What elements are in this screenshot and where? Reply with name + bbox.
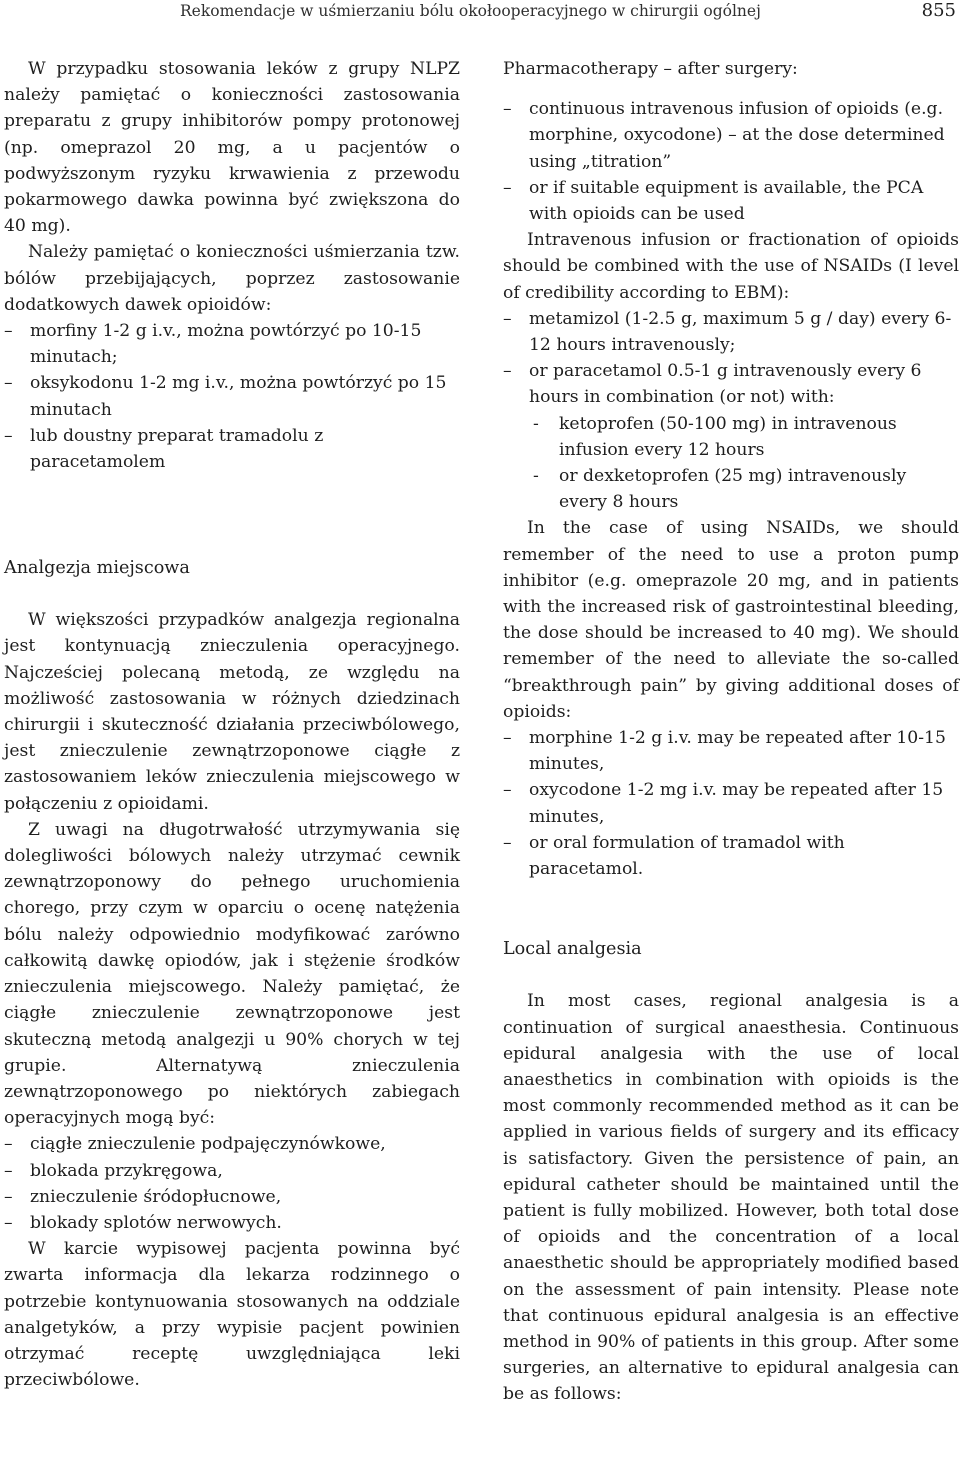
opioid-dose-list-pl (4, 318, 460, 475)
paragraph-breakthrough-pain-pl: Należy pamiętać o konieczności uśmierzania tzw. bólów przebijających, poprzez zastosowanie dodatkowych dawek opioidów: (4, 242, 460, 315)
list-item: – morphine 1-2 g i.v. may be repeated after 10-15 minutes, (503, 725, 959, 777)
list-item: – or if suitable equipment is available, the PCA with opioids can be used (503, 175, 959, 227)
list-item: – blokady splotów nerwowych. (4, 1210, 460, 1236)
polish-column (4, 56, 460, 1393)
opioid-dose-list-en (503, 725, 959, 882)
list-item: – metamizol (1-2.5 g, maximum 5 g / day) every 6-12 hours intravenously; (503, 306, 959, 358)
paragraph-ppi-breakthrough-en: In the case of using NSAIDs, we should remember of the need to use a proton pump inhibitor (e.g. omeprazole 20 mg, and in patients with the increased risk of gastrointestinal bleeding, the dose should be increased to 40 mg). We should remember of the need to alleviate the so-called “breakthrough pain” by giving additional doses of opioids: (503, 518, 959, 722)
paragraph-nsaid-combination-en: Intravenous infusion or fractionation of opioids should be combined with the use of NSAIDs (I level of credibility according to EBM): (503, 230, 959, 303)
list-item: – morfiny 1-2 g i.v., można powtórzyć po 10-15 minutach; (4, 318, 460, 370)
nsaid-list-en (503, 306, 959, 411)
list-item: - ketoprofen (50-100 mg) in intravenous infusion every 12 hours (529, 411, 959, 463)
list-item: – or paracetamol 0.5-1 g intravenously every 6 hours in combination (or not) with: (503, 358, 959, 410)
running-header (0, 0, 960, 30)
paragraph-regional-analgesia-pl: W większości przypadków analgezja regionalna jest kontynuacją znieczulenia operacyjnego. Najcześciej polecaną metodą, ze względu na możliwość zastosowania w różnych dziedzinach chirurgii i skuteczność działania przeciwbólowego, jest znieczulenie zewnątrzoponowe ciągłe z zastosowaniem leków znieczulenia miejscowego w połączeniu z opioidami. (4, 610, 460, 814)
section-heading-local-analgesia-pl: Analgezja miejscowa (4, 558, 190, 579)
nsaid-sublist-en (503, 411, 959, 516)
list-item: – znieczulenie śródopłucnowe, (4, 1184, 460, 1210)
pharmacotherapy-heading: Pharmacotherapy – after surgery: (503, 59, 798, 79)
page-number: 855 (921, 0, 956, 21)
list-item: – blokada przykręgowa, (4, 1158, 460, 1184)
paragraph-discharge-pl: W karcie wypisowej pacjenta powinna być zwarta informacja dla lekarza rodzinnego o potrzebie kontynuowania stosowanych na oddziale analgetyków, a przy wypisie pacjent powinien otrzymać receptę uwzględniająca leki przeciwbólowe. (4, 1239, 460, 1391)
section-heading-local-analgesia-en: Local analgesia (503, 939, 642, 960)
list-item: – lub doustny preparat tramadolu z paracetamolem (4, 423, 460, 475)
list-item: - or dexketoprofen (25 mg) intravenously every 8 hours (529, 463, 959, 515)
paragraph-nsaid-ppi-pl: W przypadku stosowania leków z grupy NLPZ należy pamiętać o konieczności zastosowania preparatu z grupy inhibitorów pompy protonowej (np. omeprazol 20 mg, a u pacjentów o podwyższonym ryzyku krwawienia z przewodu pokarmowego dawka powinna być zwiększona do 40 mg). (4, 59, 460, 237)
paragraph-regional-analgesia-en: In most cases, regional analgesia is a continuation of surgical anaesthesia. Continuous epidural analgesia with the use of local anaesthetics in combination with opioids is the most commonly recommended method as it can be applied in various fields of surgery and its efficacy is satisfactory. Given the persistence of pain, an epidural catheter should be maintained until the patient is fully mobilized. However, both total dose of opioids and the concentration of a local anaesthetic should be appropriately modified based on the assessment of pain intensity. Please note that continuous epidural analgesia is an effective method in 90% of patients in this group. After some surgeries, an alternative to epidural analgesia can be as follows: (503, 991, 959, 1405)
list-item: – continuous intravenous infusion of opioids (e.g. morphine, oxycodone) – at the dose determined using „titration” (503, 96, 959, 175)
alternatives-list-pl (4, 1131, 460, 1236)
opioid-infusion-list-en (503, 96, 959, 227)
list-item: – oxycodone 1-2 mg i.v. may be repeated after 15 minutes, (503, 777, 959, 829)
paragraph-epidural-catheter-pl: Z uwagi na długotrwałość utrzymywania się dolegliwości bólowych należy utrzymać cewnik zewnątrzoponowy do pełnego uruchomienia chorego, przy czym w oparciu o ocenę natężenia bólu należy odpowiednio modyfikować zarówno całkowitą dawkę opiodów, jak i stężenie środków znieczulenia miejscowego. Należy pamiętać, że ciągłe znieczulenie zewnątrzoponowe jest skuteczną metodą analgezji u 90% chorych w tej grupie. Alternatywą znieczulenia zewnątrzoponowego po niektórych zabiegach operacyjnych mogą być: (4, 819, 460, 1129)
list-item: – or oral formulation of tramadol with paracetamol. (503, 830, 959, 882)
list-item: – ciągłe znieczulenie podpajęczynówkowe, (4, 1131, 460, 1157)
running-title: Rekomendacje w uśmierzaniu bólu okołooperacyjnego w chirurgii ogólnej (180, 2, 761, 20)
english-column (503, 56, 959, 1408)
list-item: – oksykodonu 1-2 mg i.v., można powtórzyć po 15 minutach (4, 370, 460, 422)
